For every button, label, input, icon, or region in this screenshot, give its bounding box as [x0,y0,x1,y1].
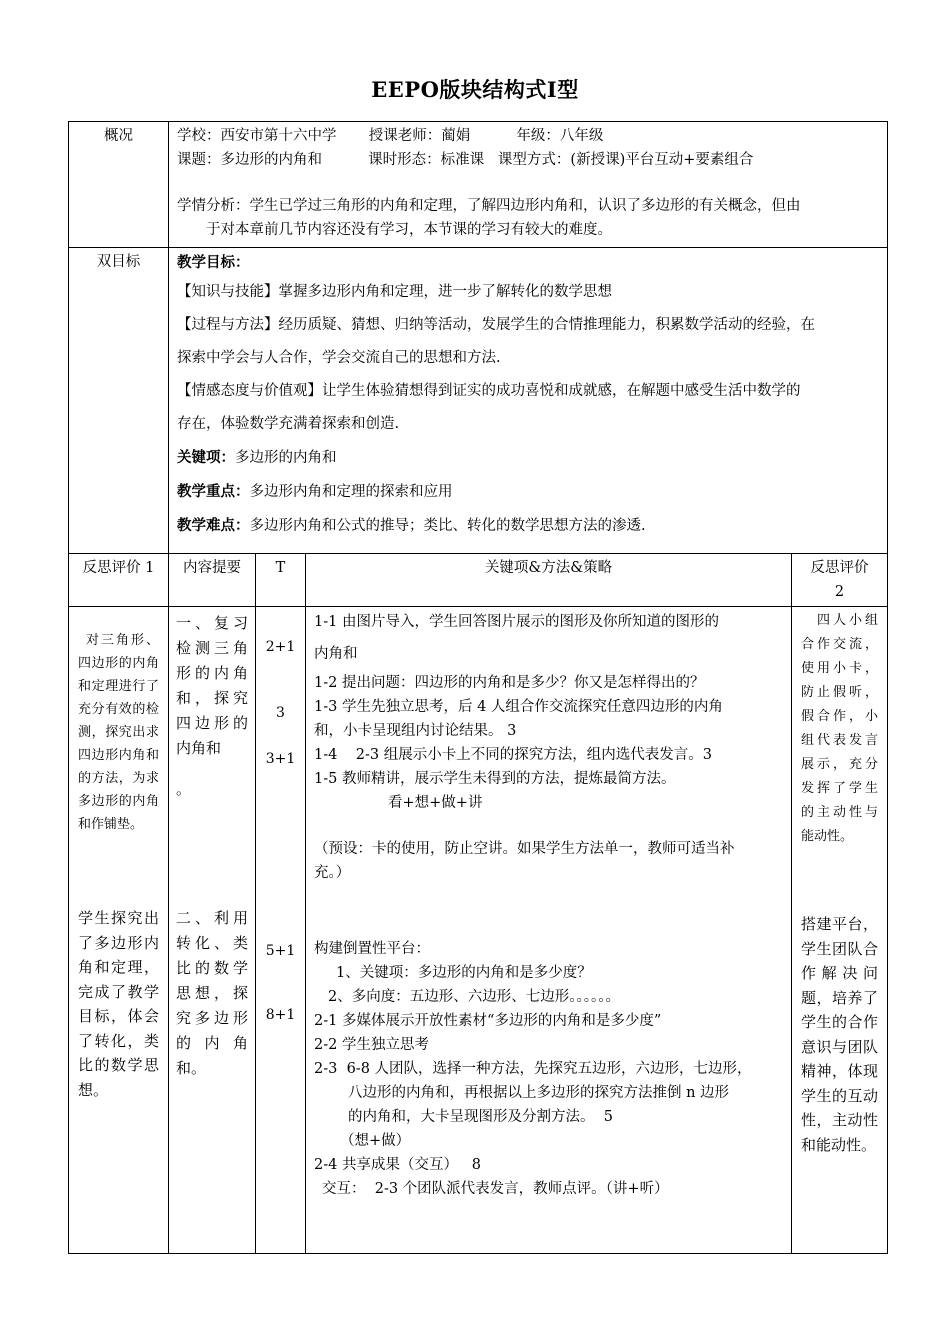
s2-step4: 2-4 共享成果（交互） 8 [314,1157,482,1173]
goals-row [69,248,888,554]
goal-process-line1: 【过程与方法】经历质疑、猜想、归纳等活动，发展学生的合情推理能力，积累数学活动的经验，在 [177,317,815,333]
key-item [177,441,879,475]
sections-row [69,607,888,1254]
header-t: T [256,554,306,607]
student-analysis-line1: 学情分析：学生已学过三角形的内角和定理，了解四边形内角和，认识了多边形的有关概念，但由 [177,198,801,214]
section2-reflect1: 学生探究出了多边形内角和定理，完成了教学目标，体会了转化，类比的数学思想。 [78,909,159,1099]
goal-process-line2: 探索中学会与人合作，学会交流自己的思想和方法. [177,350,501,366]
teaching-difficulty [177,509,879,543]
s2-step2: 2-2 学生独立思考 [314,1037,429,1053]
s1-step1-line2: 内角和 [314,646,358,662]
section1-time-3: 3+1 [265,751,296,767]
s1-step3-line1: 1-3 学生先独立思考，后 4 人组合作交流探究任意四边形的内角 [314,699,723,715]
s2-step3-line3: 的内角和，大卡呈现图形及分割方法。 5 [348,1109,613,1125]
s1-step3-line2: 和，小卡呈现组内讨论结果。 3 [314,723,517,739]
goals-label: 双目标 [69,248,169,554]
teaching-focus [177,475,879,509]
s2-directions: 2、多向度：五边形、六边形、七边形。。。。。。 [328,989,620,1005]
s2-platform: 构建倒置性平台： [314,941,430,957]
s1-step2: 1-2 提出问题：四边形的内角和是多少？你又是怎样得出的？ [314,675,705,691]
header-method: 关键项&方法&策略 [306,554,792,607]
s1-step6: 看+想+做+讲 [388,795,483,811]
teaching-difficulty-text: 多边形内角和公式的推导；类比、转化的数学思想方法的渗透. [249,518,646,534]
goals-content [169,248,888,554]
goal-emotion-line1: 【情感态度与价值观】让学生体验猜想得到证实的成功喜悦和成就感，在解题中感受生活中数学的 [177,383,801,399]
s1-step4: 1-4 2-3 组展示小卡上不同的探究方法，组内选代表发言。3 [314,747,712,763]
table-header-row [69,554,888,607]
s2-interaction: 交互： 2-3 个团队派代表发言，教师点评。（讲+听） [322,1181,669,1197]
overview-label: 概况 [69,122,169,248]
header-reflect2-line2: 2 [834,584,845,600]
section2-content: 二、利用转化、类比的数学思想，探究多边形的内角和。 [176,909,248,1077]
header-reflect1: 反思评价 1 [69,554,169,607]
section1-content: 一、复习检测三角形的内角和，探究四边形的内角和 [176,614,248,757]
header-reflect2 [792,554,888,607]
header-reflect2-line1: 反思评价 [810,560,869,576]
teaching-difficulty-label: 教学难点： [177,517,250,534]
s2-step1: 2-1 多媒体展示开放性素材“多边形的内角和是多少度” [314,1013,662,1029]
key-item-text: 多边形的内角和 [235,450,337,466]
sections-content [169,607,256,1254]
section1-reflect2: 四人小组合作交流，使用小卡，防止假听，假合作，小组代表发言展示，充分发挥了学生的主动性与能动性。 [801,613,878,844]
teaching-focus-text: 多边形内角和定理的探索和应用 [249,484,453,500]
header-content: 内容提要 [169,554,256,607]
section1-time-2: 3 [276,705,285,721]
sections-time [256,607,306,1254]
school-teacher-grade: 学校：西安市第十六中学 授课老师：蔺娟 年级：八年级 [177,128,604,144]
section1-time-1: 2+1 [265,639,296,655]
teaching-focus-label: 教学重点： [177,483,250,500]
section2-time-2: 8+1 [265,1007,296,1023]
s2-step3-line4: （想+做） [340,1133,411,1149]
sections-reflect2 [792,607,888,1254]
s1-note-line1: （预设：卡的使用，防止空讲。如果学生方法单一，教师可适当补 [314,841,735,857]
lesson-topic-format: 课题：多边形的内角和 课时形态：标准课 课型方式：(新授课)平台互动+要素组合 [177,152,754,168]
s1-step1-line1: 1-1 由图片导入，学生回答图片展示的图形及你所知道的图形的 [314,614,719,630]
s2-key-item: 1、关键项：多边形的内角和是多少度？ [336,965,592,981]
goal-knowledge: 【知识与技能】掌握多边形内角和定理，进一步了解转化的数学思想 [177,284,612,300]
s1-note-line2: 充。） [314,865,351,881]
section2-time-1: 5+1 [265,943,296,959]
section1-reflect1: 对三角形、四边形的内角和定理进行了充分有效的检测，探究出求四边形内角和的方法，为求多边形的内角和作铺垫。 [78,633,159,832]
section2-reflect2: 搭建平台，学生团队合作解决问题，培养了学生的合作意识与团队精神，体现学生的互动性，主动性和能动性。 [801,915,878,1154]
student-analysis-line2: 于对本章前几节内容还没有学习，本节课的学习有较大的难度。 [206,222,612,238]
sections-reflect1 [69,607,169,1254]
s1-step5: 1-5 教师精讲，展示学生未得到的方法，提炼最简方法。 [314,771,676,787]
document-title: EEPO版块结构式Ⅰ型 [371,77,579,102]
s2-step3-line2: 八边形的内角和，再根据以上多边形的探究方法推倒 n 边形 [348,1085,730,1101]
sections-method [306,607,792,1254]
s2-step3-line1: 2-3 6-8 人团队，选择一种方法，先探究五边形，六边形，七边形， [314,1061,752,1077]
lesson-plan-table [68,121,888,1254]
overview-content [169,122,888,248]
key-item-label: 关键项： [177,449,235,466]
goals-heading: 教学目标： [177,254,250,271]
goal-emotion-line2: 存在，体验数学充满着探索和创造. [177,416,400,432]
section1-content-end: 。 [176,780,192,798]
overview-row [69,122,888,248]
